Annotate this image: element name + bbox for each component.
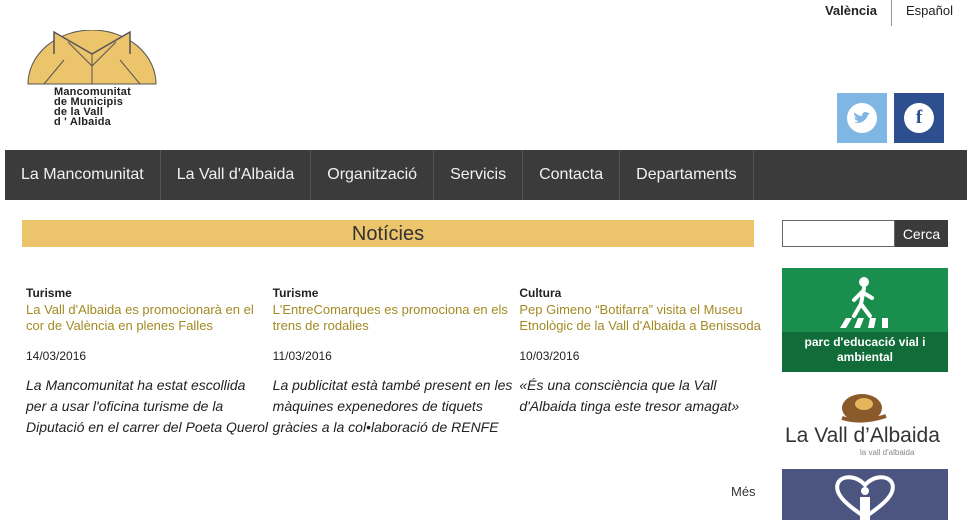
news-date: 10/03/2016 bbox=[519, 349, 580, 363]
lang-espanol[interactable]: Español bbox=[906, 3, 953, 18]
header bbox=[0, 0, 967, 150]
park-banner[interactable] bbox=[782, 268, 948, 372]
vall-albaida-wordmark: La Vall d’Albaida bbox=[785, 424, 940, 447]
nav-item-servicis[interactable]: Servicis bbox=[434, 150, 523, 200]
vall-albaida-sub: la vall d'albaida bbox=[860, 448, 915, 457]
snail-logo-icon bbox=[782, 386, 948, 426]
language-switcher bbox=[811, 0, 967, 26]
nav-item-departaments[interactable]: Departaments bbox=[620, 150, 754, 200]
search-form bbox=[782, 220, 948, 247]
heart-person-icon bbox=[782, 469, 948, 520]
nav-item-contacta[interactable]: Contacta bbox=[523, 150, 620, 200]
news-list bbox=[22, 286, 762, 438]
pedestrian-crossing-icon bbox=[782, 268, 948, 332]
park-banner-label: parc d'educació vial i ambiental bbox=[782, 332, 948, 372]
search-button[interactable]: Cerca bbox=[895, 220, 948, 247]
nav-item-vall-albaida[interactable]: La Vall d'Albaida bbox=[161, 150, 312, 200]
news-date: 11/03/2016 bbox=[272, 349, 332, 363]
search-input[interactable] bbox=[782, 220, 895, 247]
news-summary: La publicitat està també present en les màquines expenedores de tiquets gràcies a la col•laboració de RENFE bbox=[272, 377, 513, 435]
twitter-icon bbox=[847, 103, 877, 133]
news-summary: La Mancomunitat ha estat escollida per a usar l'oficina turisme de la Diputació en el carrer del Poeta Querol bbox=[26, 377, 269, 435]
facebook-button[interactable] bbox=[894, 93, 944, 143]
social-services-banner[interactable] bbox=[782, 469, 948, 520]
nav-item-organitzacio[interactable]: Organització bbox=[311, 150, 434, 200]
more-link[interactable]: Més bbox=[731, 484, 756, 499]
news-link[interactable]: L'EntreComarques es promociona en els trens de rodalies bbox=[272, 302, 508, 333]
news-link[interactable]: La Vall d'Albaida es promocionarà en el cor de València en plenes Falles bbox=[26, 302, 254, 333]
news-link[interactable]: Pep Gimeno “Botifarra” visita el Museu Etnològic de la Vall d'Albaida a Benissoda bbox=[519, 302, 761, 333]
lang-valencia[interactable]: València bbox=[811, 0, 892, 26]
news-title: Notícies bbox=[22, 220, 754, 247]
news-item bbox=[22, 286, 269, 438]
news-section bbox=[22, 220, 761, 435]
news-item bbox=[269, 286, 516, 438]
main-nav bbox=[5, 150, 967, 200]
logo-text: Mancomunitat de Municipis de la Vall d ' Albaida bbox=[54, 86, 131, 128]
news-date: 14/03/2016 bbox=[26, 349, 87, 363]
news-summary: «És una consciència que la Vall d'Albaida tinga este tresor amagat» bbox=[519, 377, 740, 414]
news-item bbox=[515, 286, 762, 438]
facebook-icon: f bbox=[904, 103, 934, 133]
news-category: Turisme bbox=[272, 286, 319, 300]
news-category: Cultura bbox=[519, 286, 562, 300]
twitter-button[interactable] bbox=[837, 93, 887, 143]
vall-albaida-banner[interactable] bbox=[782, 386, 948, 458]
news-category: Turisme bbox=[26, 286, 72, 300]
nav-item-mancomunitat[interactable]: La Mancomunitat bbox=[5, 150, 161, 200]
